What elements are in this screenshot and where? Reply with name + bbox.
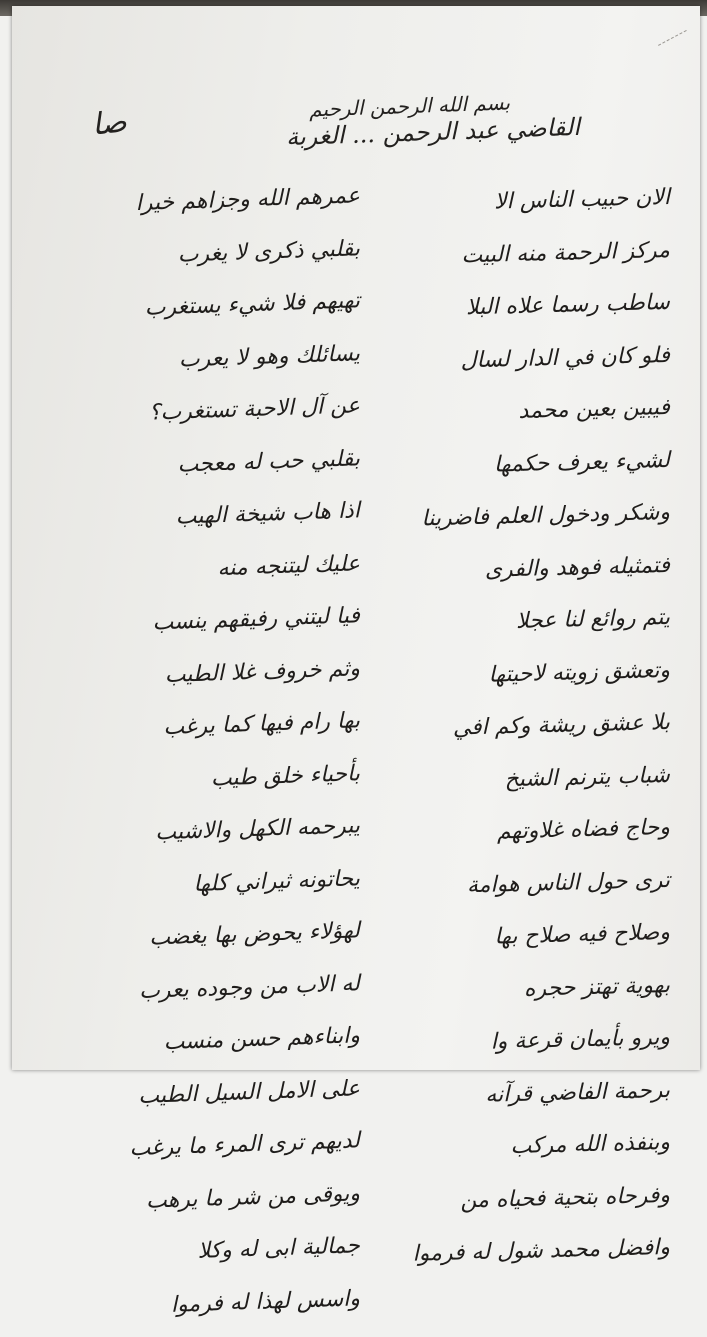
verse-line: فلو كان في الدار لسال — [460, 342, 671, 373]
verse-line: لشيء يعرف حكمها — [493, 447, 671, 478]
author-line: القاضي عبد الرحمن ... الغربة — [285, 112, 581, 152]
verse-line: وافضل محمد شول له فرموا — [412, 1234, 671, 1267]
verse-line: لديهم ترى المرء ما يرغب — [129, 1128, 361, 1162]
verse-line: على الامل السيل الطيب — [137, 1075, 361, 1109]
verse-line: بأحياء خلق طيب — [210, 760, 361, 791]
verse-line: واسس لهذا له فرموا — [170, 1285, 361, 1318]
verse-line: تهيهم فلا شيء يستغرب — [144, 288, 361, 321]
verse-line: بلا عشق ريشة وكم افي — [452, 709, 671, 741]
verse-line: الان حبيب الناس الا — [493, 184, 671, 215]
verse-line: وابناءهم حسن منسب — [163, 1023, 361, 1056]
verse-line: فتمثيله فوهد والفرى — [484, 552, 671, 583]
page-number: صا — [90, 104, 129, 143]
verse-line: ويوقى من شر ما يرهب — [145, 1180, 361, 1214]
verse-line: ترى حول الناس هوامة — [466, 867, 671, 898]
paper-crease — [658, 30, 698, 67]
verse-line: وصلاح فيه صلاح بها — [494, 919, 671, 950]
left-verse-column — [30, 176, 360, 1331]
verse-line: مركز الرحمة منه البيت — [461, 237, 671, 268]
verse-line: يسائلك وهو لا يعرب — [178, 340, 361, 373]
verse-line: وفرحاه بتحية فحياه من — [460, 1182, 671, 1213]
verse-line: يحاتونه ثيراني كلها — [193, 865, 361, 897]
verse-line: يبرحمه الكهل والاشيب — [154, 813, 361, 846]
manuscript-page — [12, 6, 700, 1318]
verse-line: يتم روائع لنا عجلا — [515, 604, 671, 634]
verse-line: ويرو بأيمان قرعة وا — [490, 1024, 671, 1055]
verse-line: وبنفذه الله مركب — [510, 1129, 671, 1160]
verse-line: عمرهم الله وجزاهم خيرا — [135, 183, 361, 217]
verse-line: ساطب رسما علاه البلا — [465, 289, 671, 321]
verse-line: عليك ليتنجه منه — [217, 550, 361, 581]
verse-line: بهوية تهتز حجره — [523, 972, 671, 1002]
right-verse-column — [360, 176, 670, 1279]
verse-line: شباب يترنم الشيخ — [504, 762, 671, 792]
verse-line: وحاج فضاه غلاوتهم — [496, 814, 671, 845]
verse-line: له الاب من وجوده يعرب — [138, 970, 361, 1004]
verse-line: بقلبي حب له معجب — [177, 445, 361, 478]
verse-line: وتعشق زويته لاحيتها — [488, 657, 671, 688]
verse-line: فيا ليتني رفيقهم ينسب — [152, 603, 361, 636]
verse-line: وشكر ودخول العلم فاضرينا — [421, 499, 671, 532]
verse-line: عن آل الاحبة تستغرب؟ — [148, 393, 361, 426]
verse-line: فيبين بعين محمد — [518, 394, 671, 424]
verse-line: بها رام فيها كما يرغب — [162, 708, 361, 741]
basmala-heading: بسم الله الرحمن الرحيم — [308, 90, 511, 122]
verse-line: جمالية ابى له وكلا — [197, 1233, 361, 1264]
verse-line: اذا هاب شيخة الهيب — [175, 498, 361, 530]
verse-line: برحمة الفاضي قرآنه — [484, 1077, 671, 1108]
verse-line: بقلبي ذكرى لا يغرب — [177, 235, 361, 268]
verse-line: وثم خروف غلا الطيب — [164, 655, 361, 688]
verse-line: لهؤلاء يحوض بها يغضب — [148, 918, 361, 951]
